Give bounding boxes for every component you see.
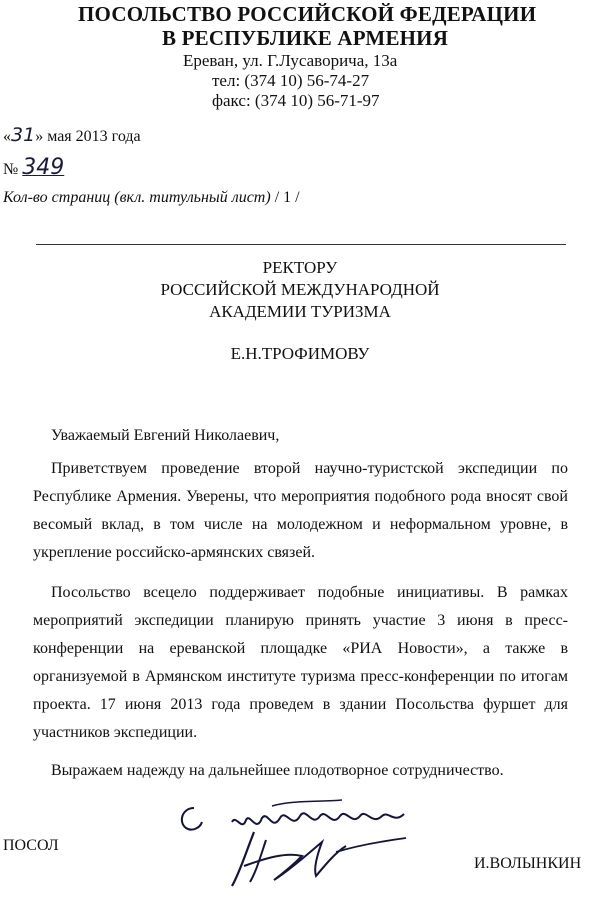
signature-scribble xyxy=(226,822,426,892)
addressee-line2: РОССИЙСКОЙ МЕЖДУНАРОДНОЙ xyxy=(160,280,440,299)
embassy-fax: факс: (374 10) 56-71-97 xyxy=(212,91,380,110)
embassy-phone: тел: (374 10) 56-74-27 xyxy=(212,71,370,90)
page-count-value: / 1 / xyxy=(274,189,300,206)
paragraph-2: Посольство всецело поддерживает подобные инициативы. В рамках мероприятий экспедиции планирую принять участие 3 июня в пресс-конференции на ереванской площадке «РИА Новости», а также в организуемой в Армянском институте туризма пресс-конференции по итогам проекта. 17 июня 2013 года проведем в здании Посольства фуршет для участников экспедиции. xyxy=(33,584,568,741)
date-quote-open: « xyxy=(3,128,11,145)
greeting: Уважаемый Евгений Николаевич, xyxy=(51,427,280,444)
embassy-name-line2: В РЕСПУБЛИКЕ АРМЕНИЯ xyxy=(162,26,449,50)
addressee-name: Е.Н.ТРОФИМОВУ xyxy=(230,344,370,363)
letter-date xyxy=(3,124,141,146)
letter-body xyxy=(33,455,568,785)
separator-line xyxy=(36,244,566,245)
date-month-year: » мая 2013 года xyxy=(35,128,141,145)
signatory-title: ПОСОЛ xyxy=(3,837,59,854)
addressee-line1: РЕКТОРУ xyxy=(262,258,338,277)
paragraph-1: Приветствуем проведение второй научно-туристской экспедиции по Республике Армения. Уверены, что мероприятия подобного рода вносят свой весомый вклад, в том числе на молодежном и неформальном уровне, в укрепление российско-армянских связей. xyxy=(33,460,568,561)
letter-number xyxy=(3,155,64,180)
signatory-name: И.ВОЛЫНКИН xyxy=(474,855,582,872)
closing-line: Выражаем надежду на дальнейшее плодотворное сотрудничество. xyxy=(51,762,504,779)
number-prefix: № xyxy=(3,161,19,178)
embassy-name-line1: ПОСОЛЬСТВО РОССИЙСКОЙ ФЕДЕРАЦИИ xyxy=(78,2,537,26)
addressee-line3: АКАДЕМИИ ТУРИЗМА xyxy=(209,302,391,321)
date-day-handwritten: 31 xyxy=(11,124,36,146)
page-count-label: Кол-во страниц (вкл. титульный лист) xyxy=(3,189,271,206)
embassy-address: Ереван, ул. Г.Лусаворича, 13а xyxy=(183,51,398,70)
page-count xyxy=(3,189,300,207)
number-handwritten: 349 xyxy=(22,155,65,180)
